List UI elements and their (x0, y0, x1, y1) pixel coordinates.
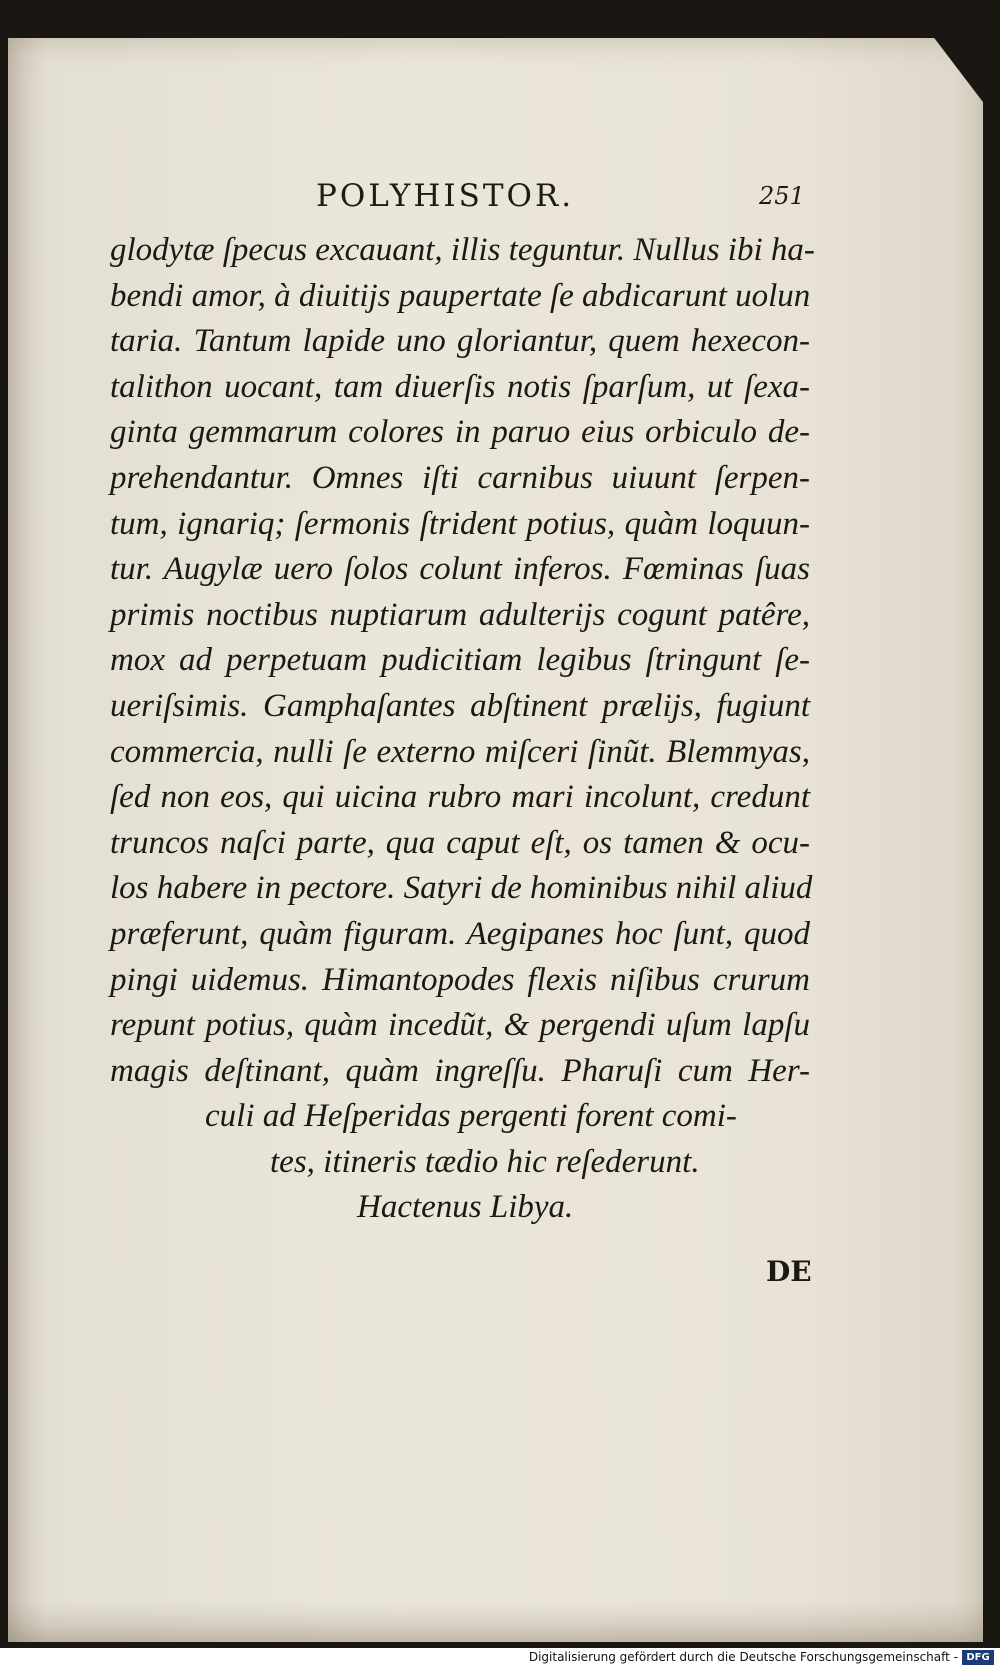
text-line: præferunt, quàm figuram. Aegipanes hoc ſunt, quod (110, 915, 810, 952)
body-text (110, 228, 815, 1231)
funding-credit: Digitalisierung gefördert durch die Deutsche Forschungsgemeinschaft - (528, 1650, 958, 1664)
running-head (0, 178, 1000, 228)
text-line: truncos naſci parte, qua caput eſt, os tamen & ocu- (110, 824, 810, 861)
text-line: magis deſtinant, quàm ingreſſu. Pharuſi cum Her- (110, 1052, 810, 1089)
section-end-line: Hactenus Libya. (357, 1189, 574, 1226)
dfg-logo: DFG (962, 1650, 994, 1665)
text-line: tum, ignariq; ſermonis ſtrident potius, quàm loquun- (110, 505, 810, 542)
text-line: glodytæ ſpecus excauant, illis teguntur. Nullus ibi ha- (110, 232, 815, 268)
text-line: ginta gemmarum colores in paruo eius orbiculo de- (110, 414, 810, 451)
text-line: pingi uidemus. Himantopodes flexis niſibus crurum (110, 961, 810, 998)
text-line: mox ad perpetuam pudicitiam legibus ſtringunt ſe- (110, 642, 810, 679)
text-line: taria. Tantum lapide uno gloriantur, quem hexecon- (110, 323, 810, 360)
text-line: talithon uocant, tam diuerſis notis ſparſum, ut ſexa- (110, 368, 810, 405)
text-line: prehendantur. Omnes iſti carnibus uiuunt ſerpen- (110, 459, 810, 496)
text-line: commercia, nulli ſe externo miſceri ſinũt. Blemmyas, (110, 733, 810, 770)
catchword: DE (766, 1255, 812, 1288)
text-line: los habere in pectore. Satyri de hominibus nihil aliud (110, 870, 813, 907)
running-title: POLYHISTOR. (316, 178, 575, 214)
text-line: repunt potius, quàm incedũt, & pergendi uſum lapſu (110, 1007, 810, 1044)
text-line: primis noctibus nuptiarum adulterijs cogunt patêre, (110, 596, 810, 633)
text-line: bendi amor, à diuitijs paupertate ſe abdicarunt uolun (110, 277, 811, 314)
page-shadow (8, 1600, 983, 1642)
text-line: culi ad Heſperidas pergenti forent comi- (205, 1098, 737, 1135)
digitization-footer (0, 1648, 1000, 1669)
page-number: 251 (759, 182, 805, 210)
text-line: tes, itineris tædio hic reſederunt. (270, 1143, 700, 1180)
text-line: ueriſsimis. Gamphaſantes abſtinent prælijs, fugiunt (110, 687, 810, 724)
text-line: tur. Augylæ uero ſolos colunt inferos. Fœminas ſuas (110, 551, 810, 588)
text-line: ſed non eos, qui uicina rubro mari incolunt, credunt (110, 779, 810, 816)
